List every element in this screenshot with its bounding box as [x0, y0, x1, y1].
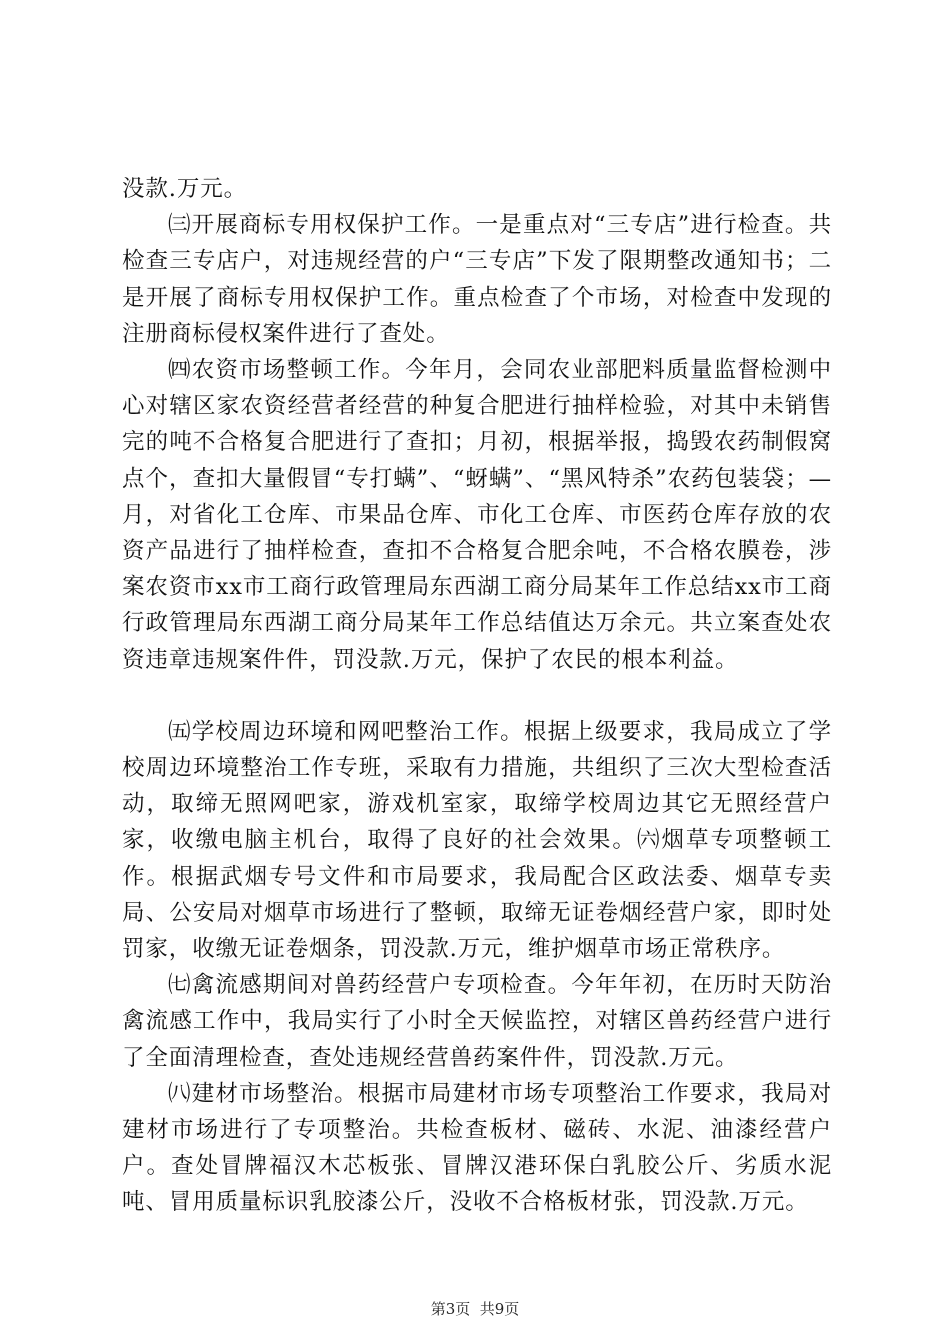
document-body	[122, 171, 832, 1221]
paragraph-building-materials: ㈧建材市场整治。根据市局建材市场专项整治工作要求，我局对建材市场进行了专项整治。共检查板材、磁砖、水泥、油漆经营户户。查处冒牌福汉木芯板张、冒牌汉港环保白乳胶公斤、劣质水泥吨、冒用质量标识乳胶漆公斤，没收不合格板材张，罚没款.万元。	[122, 1080, 832, 1216]
paragraph-trademark-protection: ㈢开展商标专用权保护工作。一是重点对“三专店”进行检查。共检查三专店户，对违规经营的户“三专店”下发了限期整改通知书；二是开展了商标专用权保护工作。重点检查了个市场，对检查中发现的注册商标侵权案件进行了查处。	[122, 212, 832, 347]
paragraph-continuation: 没款.万元。	[122, 176, 248, 202]
page-number: 第3页 共9页	[430, 1300, 520, 1318]
paragraph-agricultural-market: ㈣农资市场整顿工作。今年月，会同农业部肥料质量监督检测中心对辖区家农资经营者经营的种复合肥进行抽样检验，对其中未销售完的吨不合格复合肥进行了查扣；月初，根据举报，捣毁农药制假窝点个，查扣大量假冒“专打螨”、“蚜螨”、“黑风特杀”农药包装袋；—月，对省化工仓库、市果品仓库、市化工仓库、市医药仓库存放的农资产品进行了抽样检查，查扣不合格复合肥余吨，不合格农膜卷，涉案农资市xx市工商行政管理局东西湖工商分局某年工作总结xx市工商行政管理局东西湖工商分局某年工作总结值达万余元。共立案查处农资违章违规案件件，罚没款.万元，保护了农民的根本利益。	[122, 357, 832, 673]
page-footer	[0, 1299, 950, 1319]
paragraph-school-internet-cafe: ㈤学校周边环境和网吧整治工作。根据上级要求，我局成立了学校周边环境整治工作专班，采取有力措施，共组织了三次大型检查活动，取缔无照网吧家，游戏机室家，取缔学校周边其它无照经营户家，收缴电脑主机台，取得了良好的社会效果。㈥烟草专项整顿工作。根据武烟专号文件和市局要求，我局配合区政法委、烟草专卖局、公安局对烟草市场进行了整顿，取缔无证卷烟经营户家，即时处罚家，收缴无证卷烟条，罚没款.万元，维护烟草市场正常秩序。	[122, 718, 832, 963]
paragraph-gap	[122, 678, 832, 714]
paragraph-bird-flu-inspection: ㈦禽流感期间对兽药经营户专项检查。今年年初，在历时天防治禽流感工作中，我局实行了小时全天候监控，对辖区兽药经营户进行了全面清理检查，查处违规经营兽药案件件，罚没款.万元。	[122, 972, 832, 1071]
